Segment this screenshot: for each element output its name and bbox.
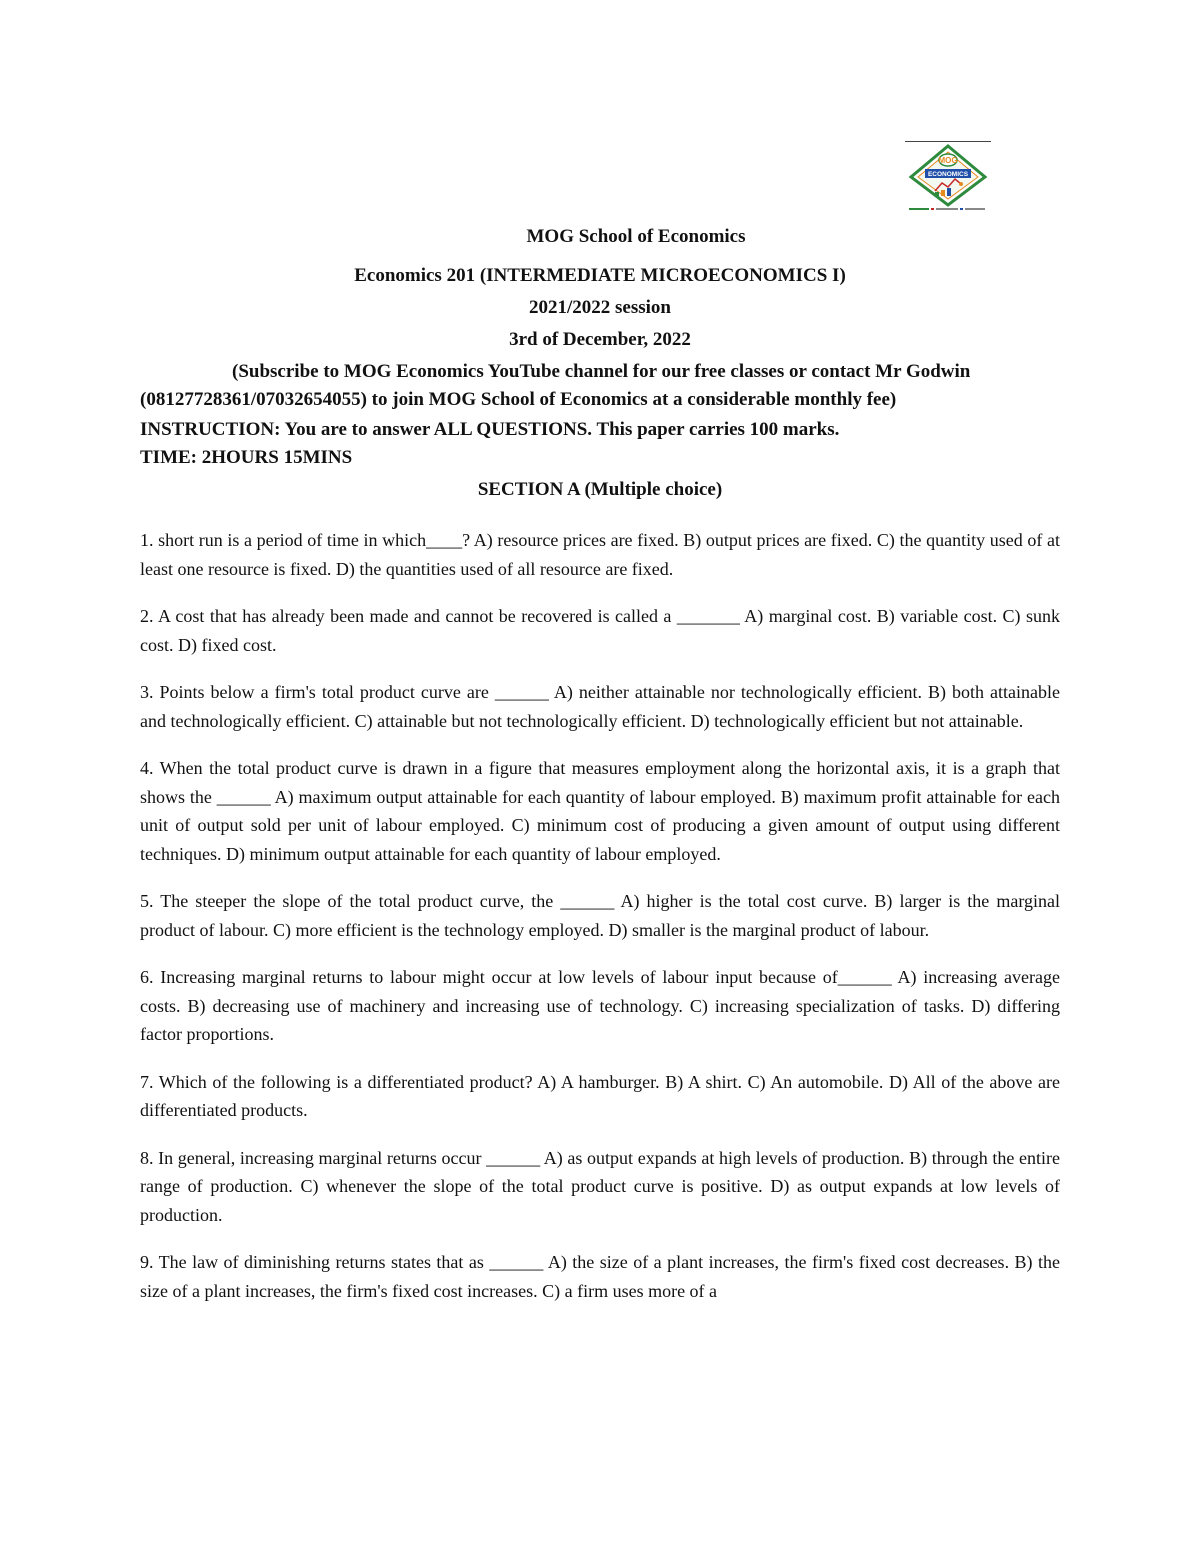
exam-date: 3rd of December, 2022 [509, 329, 691, 350]
question-3: 3. Points below a firm's total product curve are ______ A) neither attainable nor technologically efficient. B) both attainable and technologically efficient. C) attainable but not technologically efficient. D) technologically efficient but not attainable. [140, 682, 1060, 731]
school-name: MOG School of Economics [526, 226, 746, 247]
exam-header [140, 223, 1060, 504]
question-1: 1. short run is a period of time in which____? A) resource prices are fixed. B) output prices are fixed. C) the quantity used of at least one resource is fixed. D) the quantities used of all resource are fixed. [140, 530, 1060, 579]
logo-mog-text: MOG [938, 156, 958, 165]
instruction: INSTRUCTION: You are to answer ALL QUESTIONS. This paper carries 100 marks. [140, 419, 840, 440]
question-5: 5. The steeper the slope of the total product curve, the ______ A) higher is the total cost curve. B) larger is the marginal product of labour. C) more efficient is the technology employed. D) smaller is the marginal product of labour. [140, 891, 1060, 940]
section-title: SECTION A (Multiple choice) [477, 479, 723, 500]
question-2: 2. A cost that has already been made and cannot be recovered is called a _______ A) marginal cost. B) variable cost. C) sunk cost. D) fixed cost. [140, 606, 1060, 655]
time-allowed: TIME: 2HOURS 15MINS [140, 447, 353, 468]
question-list [140, 526, 1060, 1305]
logo-band-text: ECONOMICS [927, 171, 969, 178]
mog-economics-logo-icon [905, 143, 991, 213]
session: 2021/2022 session [529, 297, 671, 318]
question-4: 4. When the total product curve is drawn in a figure that measures employment along the horizontal axis, it is a graph that shows the ______ A) maximum output attainable for each quantity of labour employed. B) maximum profit attainable for each unit of output sold per unit of labour employed. C) minimum cost of producing a given amount of output using different techniques. D) minimum output attainable for each quantity of labour employed. [140, 758, 1060, 864]
subscribe-notice: (Subscribe to MOG Economics YouTube channel for our free classes or contact Mr Godwin (08127728361/07032654055) to join MOG School of Economics at a considerable monthly fee) [140, 361, 971, 410]
question-7: 7. Which of the following is a differentiated product? A) A hamburger. B) A shirt. C) An automobile. D) All of the above are differentiated products. [140, 1071, 1060, 1120]
logo-top-rule [905, 141, 991, 142]
question-9: 9. The law of diminishing returns states that as ______ A) the size of a plant increases, the firm's fixed cost decreases. B) the size of a plant increases, the firm's fixed cost increases. C) a firm uses more of a [140, 1252, 1060, 1301]
question-6: 6. Increasing marginal returns to labour might occur at low levels of labour input because of______ A) increasing average costs. B) decreasing use of machinery and increasing use of technology. C) increasing specialization of tasks. D) differing factor proportions. [140, 967, 1060, 1044]
course-title: Economics 201 (INTERMEDIATE MICROECONOMICS I) [354, 265, 846, 286]
question-8: 8. In general, increasing marginal returns occur ______ A) as output expands at high levels of production. B) through the entire range of production. C) whenever the slope of the total product curve is positive. D) as output expands at low levels of production. [140, 1147, 1060, 1225]
